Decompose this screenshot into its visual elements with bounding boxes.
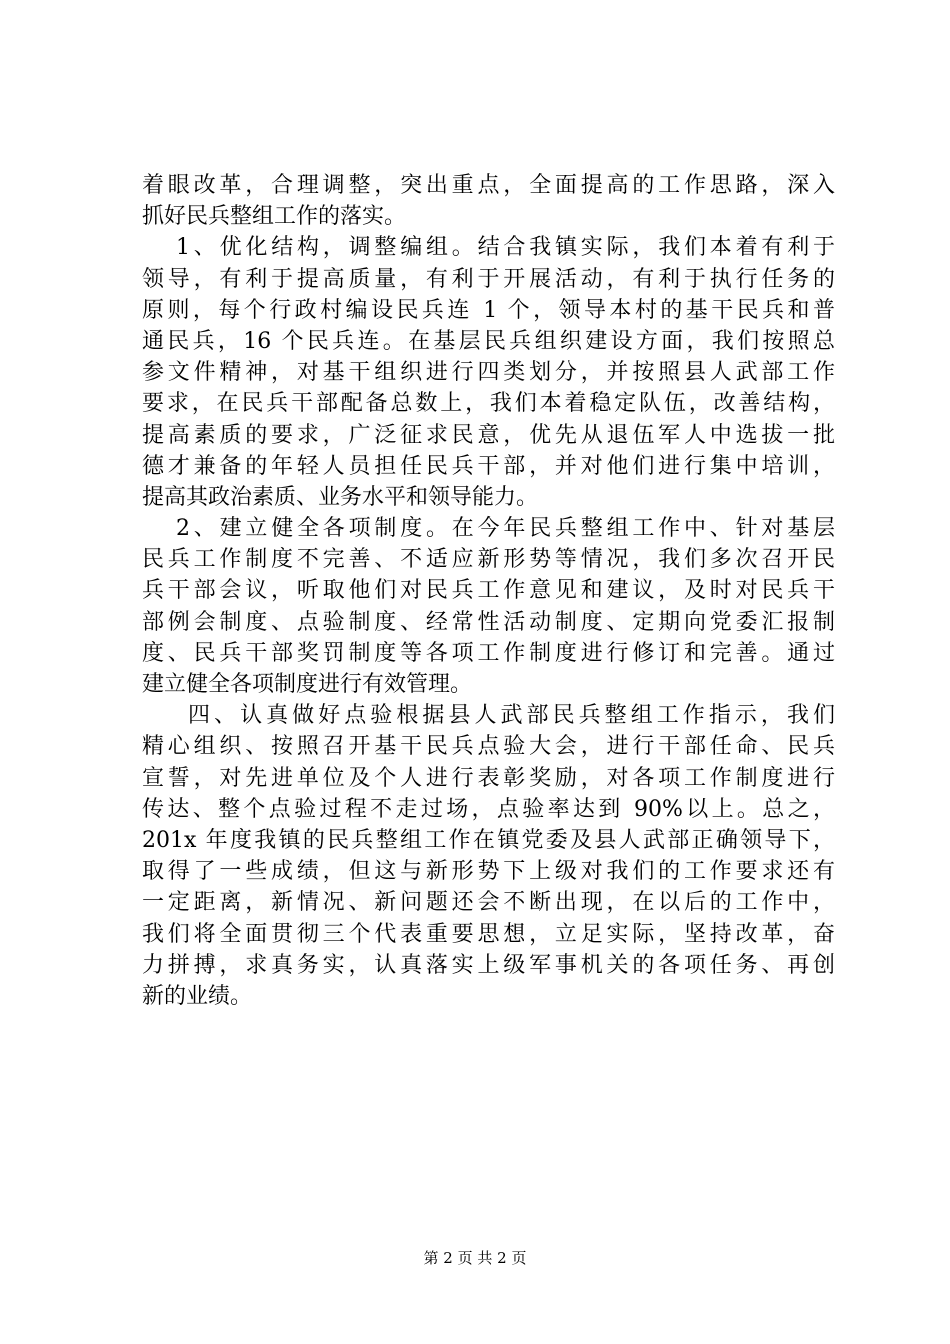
text-line: 传达、整个点验过程不走过场，点验率达到 90%以上。总之， <box>142 796 835 822</box>
paragraph-optimize-structure <box>142 232 835 513</box>
text-line: 建立健全各项制度进行有效管理。 <box>142 672 473 697</box>
text-line: 部例会制度、点验制度、经常性活动制度、定期向党委汇报制 <box>142 609 835 635</box>
text-line: 四、认真做好点验根据县人武部民兵整组工作指示，我们 <box>188 703 835 729</box>
paragraph-inspection <box>142 700 835 1012</box>
text-line: 201x 年度我镇的民兵整组工作在镇党委及县人武部正确领导下， <box>142 827 835 853</box>
text-line: 抓好民兵整组工作的落实。 <box>142 204 407 230</box>
paragraph-intro <box>142 170 835 232</box>
text-line: 2、建立健全各项制度。在今年民兵整组工作中、针对基层 <box>176 516 835 542</box>
text-line: 领导，有利于提高质量，有利于开展活动，有利于执行任务的 <box>142 266 835 292</box>
text-line: 原则，每个行政村编设民兵连 1 个，领导本村的基干民兵和普 <box>142 297 835 323</box>
text-line: 德才兼备的年轻人员担任民兵干部，并对他们进行集中培训， <box>142 453 835 479</box>
text-line: 提高素质的要求，广泛征求民意，优先从退伍军人中选拔一批 <box>142 422 835 448</box>
text-line: 民兵工作制度不完善、不适应新形势等情况，我们多次召开民 <box>142 547 835 573</box>
text-line: 一定距离，新情况、新问题还会不断出现，在以后的工作中， <box>142 890 835 916</box>
text-line: 新的业绩。 <box>142 983 253 1009</box>
text-line: 取得了一些成绩，但这与新形势下上级对我们的工作要求还有 <box>142 859 835 885</box>
text-line: 1、优化结构，调整编组。结合我镇实际，我们本着有利于 <box>176 235 835 261</box>
text-line: 要求，在民兵干部配备总数上，我们本着稳定队伍，改善结构， <box>142 391 835 417</box>
text-line: 精心组织、按照召开基干民兵点验大会，进行干部任命、民兵 <box>142 734 835 760</box>
paragraph-establish-systems <box>142 513 835 700</box>
page-footer: 第 2 页 共 2 页 <box>423 1249 527 1267</box>
text-line: 力拼搏，求真务实，认真落实上级军事机关的各项任务、再创 <box>142 952 835 978</box>
text-line: 通民兵，16 个民兵连。在基层民兵组织建设方面，我们按照总 <box>142 328 835 354</box>
text-line: 提高其政治素质、业务水平和领导能力。 <box>142 484 539 510</box>
text-line: 度、民兵干部奖罚制度等各项工作制度进行修订和完善。通过 <box>142 640 835 666</box>
text-line: 我们将全面贯彻三个代表重要思想，立足实际，坚持改革，奋 <box>142 921 835 947</box>
text-line: 宣誓，对先进单位及个人进行表彰奖励，对各项工作制度进行 <box>142 765 835 791</box>
text-line: 着眼改革，合理调整，突出重点，全面提高的工作思路，深入 <box>142 173 835 198</box>
text-line: 兵干部会议，听取他们对民兵工作意见和建议，及时对民兵干 <box>142 578 835 604</box>
text-line: 参文件精神，对基干组织进行四类划分，并按照县人武部工作 <box>142 360 835 386</box>
document-body <box>142 170 835 1012</box>
